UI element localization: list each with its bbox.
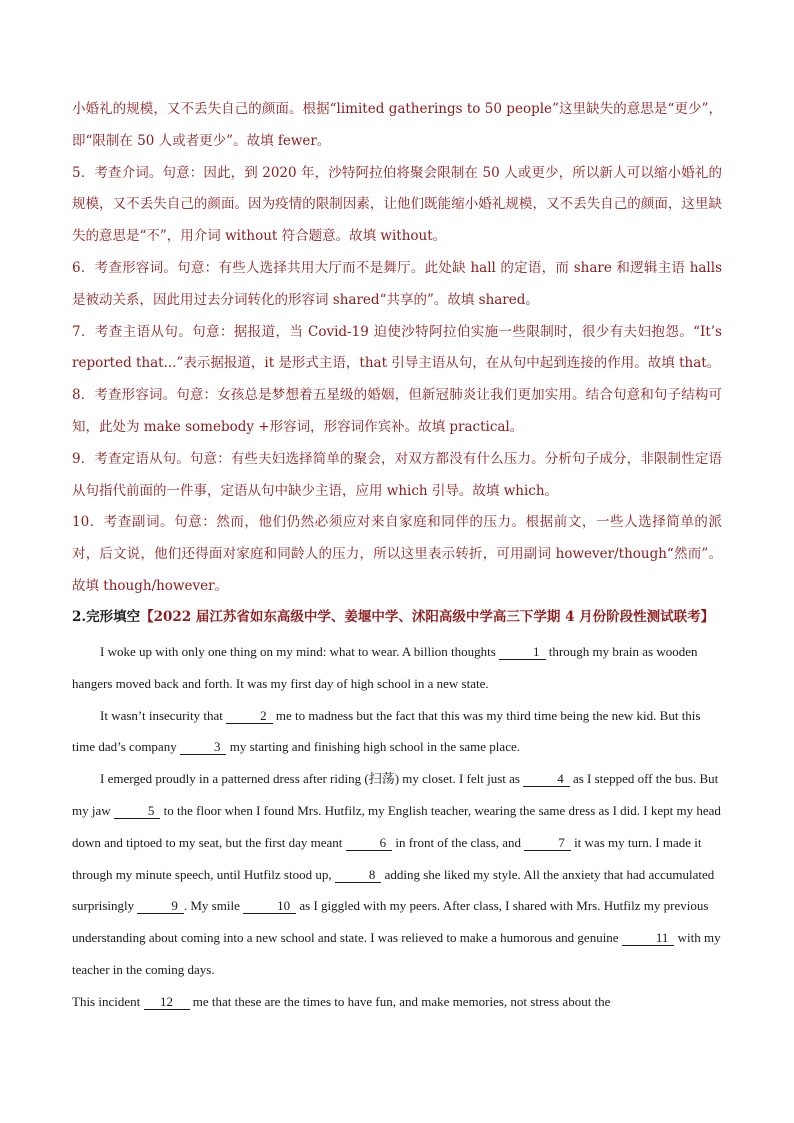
blank-7: 7 [524,835,571,851]
answer-7: 7．考查主语从句。句意：据报道，当 Covid-19 迫使沙特阿拉伯实施一些限制时，很少有夫妇抱怨。“It’s reported that...”表示据报道，it 是形式主语，that 引导主语从句，在从句中起到连接的作用。故填 that。 [72,323,722,372]
passage-text: It wasn’t insecurity that [100,707,227,723]
section-source: 【2022 届江苏省如东高级中学、姜堰中学、沭阳高级中学高三下学期 4 月份阶段性测试联考】 [140,609,715,625]
section-title: 2.完形填空 [72,609,141,625]
passage-text: adding she liked my style. All the anxiety that had accumulated surprisingly [72,866,715,914]
answer-8: 8．考查形容词。句意：女孩总是梦想着五星级的婚姻，但新冠肺炎让我们更加实用。结合句意和句子结构可知，此处为 make somebody +形容词，形容词作宾补。故填 practical。 [72,387,722,435]
passage-text: This incident [72,993,144,1009]
blank-12: 12 [144,994,190,1010]
passage-paragraph-1 [72,636,724,700]
passage-text: with my teacher in the coming days. [72,930,721,977]
passage-text: in front of the class, and [392,834,525,850]
answer-4-continued: 小婚礼的规模，又不丢失自己的颜面。根据“limited gatherings to 50 people”这里缺失的意思是“更少”，即“限制在 50 人或者更少”。故填 fewer。 [72,101,722,149]
passage-text: as I giggled with my peers. After class, I shared with Mrs. Hutfilz my previous understanding about coming into a new school and state. I was relieved to make a humorous and genuine [72,898,709,946]
answer-9: 9．考查定语从句。句意：有些夫妇选择简单的聚会，对双方都没有什么压力。分析句子成分，非限制性定语从句指代前面的一件事，定语从句中缺少主语，应用 which 引导。故填 which。 [72,450,722,499]
passage-text: as I stepped off the bus. But my jaw [72,771,719,818]
blank-10: 10 [243,898,296,914]
passage-text: I woke up with only one thing on my mind: what to wear. A billion thoughts [100,644,500,659]
passage-text: my starting and finishing high school in the same place. [226,739,520,755]
passage-paragraph-2 [72,700,724,764]
blank-2: 2 [226,708,273,724]
passage-text: through my brain as wooden hangers moved back and forth. It was my first day of high school in a new state. [72,644,698,691]
blank-5: 5 [114,803,161,819]
cloze-passage [72,636,724,1018]
passage-text: . My smile [183,898,244,914]
passage-text: me to madness but the fact that this was my third time being the new kid. But this time dad’s company [72,707,701,755]
blank-1: 1 [499,644,546,660]
section-heading [72,606,732,628]
blank-8: 8 [335,867,382,883]
answer-explanations [72,94,722,603]
passage-paragraph-4 [72,986,724,1018]
answer-10: 10．考查副词。句意：然而，他们仍然必须应对来自家庭和同伴的压力。根据前文，一些人选择简单的派对，后文说，他们还得面对家庭和同龄人的压力，所以这里表示转折，可用副词 however/though“然而”。故填 though/however。 [72,514,722,594]
blank-9: 9 [137,898,184,914]
answer-6: 6．考查形容词。句意：有些人选择共用大厅而不是舞厅。此处缺 hall 的定语，而 share 和逻辑主语 halls 是被动关系，因此用过去分词转化的形容词 shared“共享的”。故填 shared。 [72,259,722,308]
blank-11: 11 [622,930,675,946]
passage-text: I emerged proudly in a patterned dress after riding (扫荡) my closet. I felt just as [100,771,524,787]
blank-3: 3 [180,739,227,755]
passage-text: it was my turn. I made it through my minute speech, until Hutfilz stood up, [72,834,702,882]
answer-5: 5．考查介词。句意：因此，到 2020 年，沙特阿拉伯将聚会限制在 50 人或更少，所以新人可以缩小婚礼的规模，又不丢失自己的颜面。因为疫情的限制因素，让他们既能缩小婚礼规模，又不丢失自己的颜面，这里缺失的意思是“不”，用介词 without 符合题意。故填 without。 [72,164,722,245]
passage-text: to the floor when I found Mrs. Hutfilz, my English teacher, wearing the same dress as I did. I kept my head down and tiptoed to my seat, but the first day meant [72,802,721,850]
passage-paragraph-3 [72,763,724,986]
passage-text: me that these are the times to have fun, and make memories, not stress about the [189,993,611,1009]
blank-6: 6 [346,835,393,851]
blank-4: 4 [523,771,570,787]
